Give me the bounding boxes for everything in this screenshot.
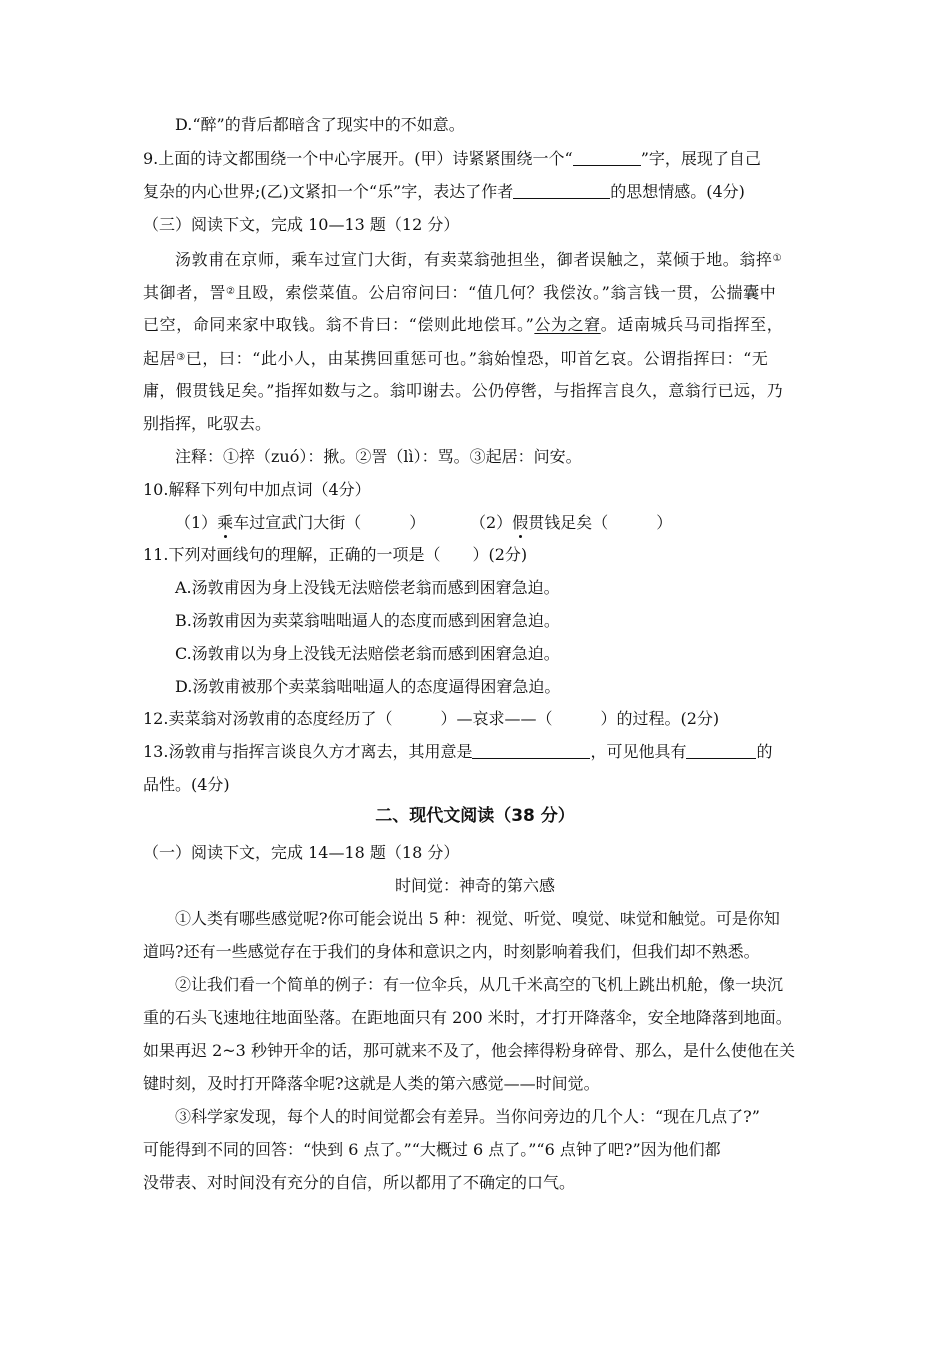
footnote-marker: ③: [176, 352, 186, 363]
q9-text-d: 的思想情感。(4分): [610, 182, 745, 201]
passage-text: 已空，命同来家中取钱。翁不肯曰：“偿则此地偿耳。”: [143, 315, 535, 334]
q11-stem: 11.下列对画线句的理解，正确的一项是（ ）(2分): [143, 545, 528, 564]
paragraph-2-line: 重的石头飞速地往地面坠落。在距地面只有 200 米时，才打开降落伞，安全地降落到地面。: [143, 1008, 792, 1027]
passage-line-6: 别指挥，叱驭去。: [143, 414, 272, 433]
q13-text-c: 的: [756, 742, 773, 761]
emphasis-word: 乘: [217, 513, 234, 532]
passage-line-3: [143, 314, 783, 336]
article-title: 时间觉：神奇的第六感: [394, 876, 555, 895]
footnote-marker: ①: [772, 253, 783, 264]
passage-line-5: 庸，假贯钱足矣。”指挥如数与之。翁叩谢去。公仍停辔，与指挥言良久，意翁行已远，乃: [143, 381, 784, 400]
q13-text-a: 13.汤敦甫与指挥言谈良久方才离去，其用意是: [143, 742, 473, 761]
q11-option-c[interactable]: C.汤敦甫以为身上没钱无法赔偿老翁而感到困窘急迫。: [175, 644, 560, 663]
q10-text[interactable]: 车过宣武门大街（ ）: [233, 513, 426, 532]
q11-option-a[interactable]: A.汤敦甫因为身上没钱无法赔偿老翁而感到困窘急迫。: [175, 578, 560, 597]
paragraph-2-line: 键时刻，及时打开降落伞呢?这就是人类的第六感觉——时间觉。: [143, 1074, 600, 1093]
q10-part-1: [175, 512, 425, 534]
q9-blank-2[interactable]: [513, 182, 610, 199]
q9-text-a: 9.上面的诗文都围绕一个中心字展开。(甲）诗紧紧围绕一个“: [143, 149, 573, 168]
q10-part-2: [470, 512, 672, 534]
passage-text: 。适南城兵马司指挥至，: [600, 315, 784, 334]
underlined-sentence: 公为之窘: [534, 315, 601, 334]
q13-blank-1[interactable]: [472, 742, 590, 759]
q10-stem: 10.解释下列句中加点词（4分）: [143, 480, 371, 499]
q11-option-b[interactable]: B.汤敦甫因为卖菜翁咄咄逼人的态度而感到困窘急迫。: [175, 611, 560, 630]
annotation-notes: 注释：①捽（zuó）：揪。②詈（lì）：骂。③起居：问安。: [175, 447, 582, 466]
passage-line-2: [143, 281, 776, 304]
q9-text-c: 复杂的内心世界;(乙)文紧扣一个“乐”字，表达了作者: [143, 182, 514, 201]
passage-text: 汤敦甫在京师，乘车过宣门大街，有卖菜翁弛担坐，御者误触之，菜倾于地。翁捽: [175, 250, 773, 269]
passage-text: 起居: [143, 349, 177, 368]
paragraph-1-line: 道吗?还有一些感觉存在于我们的身体和意识之内，时刻影响着我们，但我们却不熟悉。: [143, 942, 760, 961]
paragraph-3-line: ③科学家发现，每个人的时间觉都会有差异。当你问旁边的几个人：“现在几点了?”: [175, 1107, 760, 1126]
q10-text[interactable]: 贯钱足矣（ ）: [528, 513, 673, 532]
q12: 12.卖菜翁对汤敦甫的态度经历了（ ）—哀求——（ ）的过程。(2分): [143, 709, 720, 728]
passage-text: 已，曰：“此小人，由某携回重惩可也。”翁始惶恐，叩首乞哀。公谓指挥曰：“无: [185, 349, 769, 368]
q9-text-b: ”字，展现了自己: [640, 149, 761, 168]
part2-sub-header: （一）阅读下文，完成 14—18 题（18 分）: [143, 843, 460, 862]
q10-label: （1）: [175, 513, 218, 532]
q13-text-b: ，可见他具有: [590, 742, 687, 761]
q9-line-1: [143, 148, 761, 170]
q13-blank-2[interactable]: [686, 742, 756, 759]
footnote-marker: ②: [226, 286, 236, 297]
paragraph-2-line: ②让我们看一个简单的例子：有一位伞兵，从几千米高空的飞机上跳出机舱，像一块沉: [175, 975, 784, 994]
passage-line-1: [175, 248, 782, 271]
passage-text: 且殴，索偿菜值。公启帘问曰：“值几何？我偿汝。”翁言钱一贯，公揣囊中: [235, 283, 777, 302]
paragraph-3-line: 可能得到不同的回答：“快到 6 点了。”“大概过 6 点了。”“6 点钟了吧?”因为他们都: [143, 1140, 721, 1159]
q13-line-2: 品性。(4分): [143, 775, 230, 794]
part2-heading: 二、现代文阅读（38 分）: [375, 806, 575, 826]
paragraph-3-line: 没带表、对时间没有充分的自信，所以都用了不确定的口气。: [143, 1173, 576, 1192]
paragraph-2-line: 如果再迟 2~3 秒钟开伞的话，那可就来不及了，他会摔得粉身碎骨、那么，是什么使他在关: [143, 1041, 795, 1060]
passage-text: 其御者，詈: [143, 283, 227, 302]
section3-header: （三）阅读下文，完成 10—13 题（12 分）: [143, 215, 460, 234]
q13-line-1: [143, 741, 772, 763]
passage-line-4: [143, 347, 769, 370]
q9-blank-1[interactable]: [573, 149, 641, 166]
q10-label: （2）: [470, 513, 513, 532]
paragraph-1-line: ①人类有哪些感觉呢?你可能会说出 5 种：视觉、听觉、嗅觉、味觉和触觉。可是你知: [175, 909, 780, 928]
q8-option-d: D.“醉”的背后都暗含了现实中的不如意。: [175, 115, 465, 134]
q9-line-2: [143, 181, 745, 203]
emphasis-word: 假: [512, 513, 529, 532]
q11-option-d[interactable]: D.汤敦甫被那个卖菜翁咄咄逼人的态度逼得困窘急迫。: [175, 677, 561, 696]
